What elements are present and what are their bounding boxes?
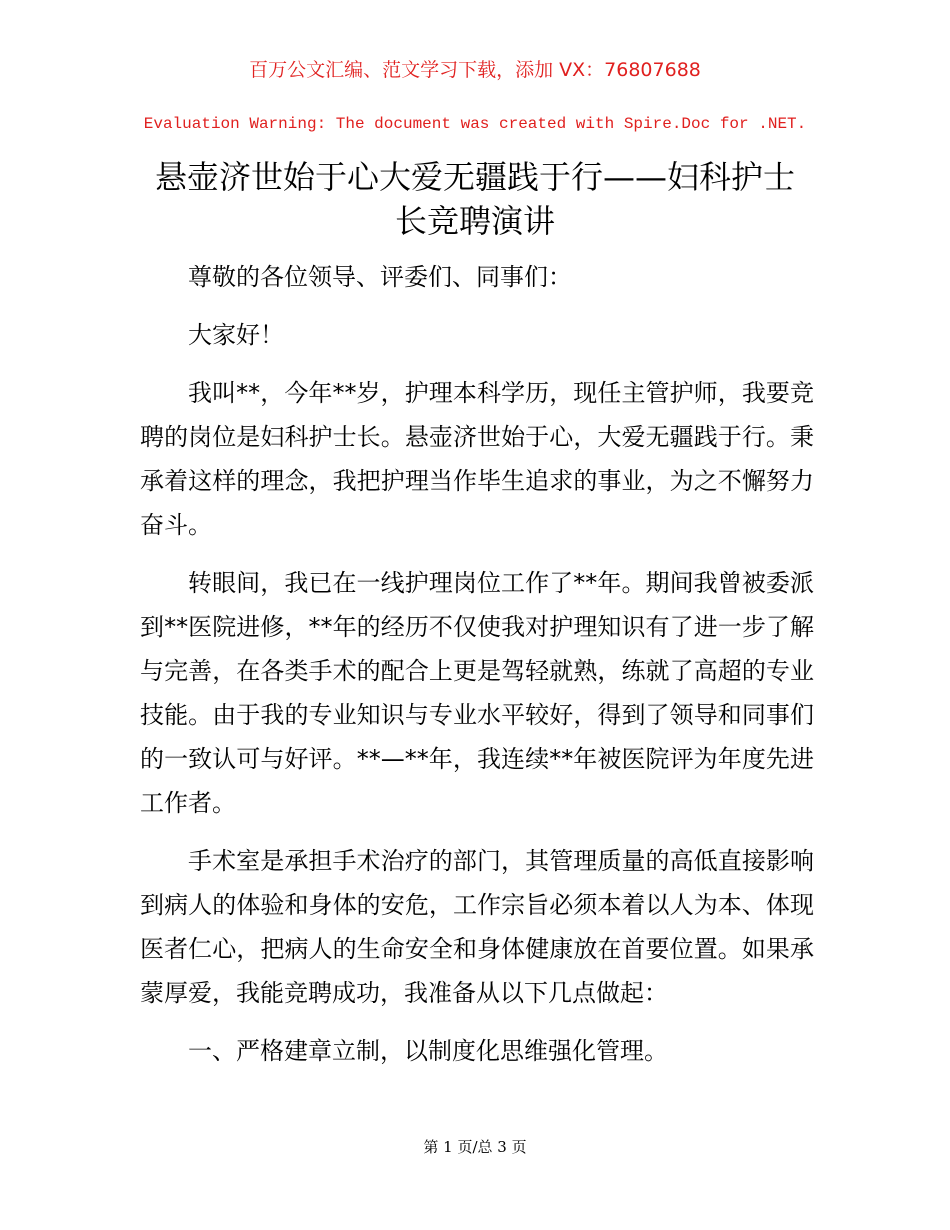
- body-paragraph: 我叫**，今年**岁，护理本科学历，现任主管护师，我要竞聘的岗位是妇科护士长。悬壶济世始于心，大爱无疆践于行。秉承着这样的理念，我把护理当作毕生追求的事业，为之不懈努力奋斗。: [140, 379, 814, 539]
- evaluation-warning: Evaluation Warning: The document was created with Spire.Doc for .NET.: [143, 115, 807, 133]
- header-banner: 百万公文汇编、范文学习下载，添加 VX：76807688: [249, 59, 701, 81]
- salutation-paragraph: 尊敬的各位领导、评委们、同事们：: [188, 263, 572, 291]
- body-paragraph: 转眼间，我已在一线护理岗位工作了**年。期间我曾被委派到**医院进修，**年的经历不仅使我对护理知识有了进一步了解与完善，在各类手术的配合上更是驾轻就熟，练就了高超的专业技能。由于我的专业知识与专业水平较好，得到了领导和同事们的一致认可与好评。**—**年，我连续**年被医院评为年度先进工作者。: [140, 569, 814, 817]
- document-body: [140, 255, 814, 1087]
- greeting-paragraph: 大家好！: [188, 321, 284, 349]
- body-paragraph: 手术室是承担手术治疗的部门，其管理质量的高低直接影响到病人的体验和身体的安危，工作宗旨必须本着以人为本、体现医者仁心，把病人的生命安全和身体健康放在首要位置。如果承蒙厚爱，我能竞聘成功，我准备从以下几点做起：: [140, 847, 814, 1007]
- document-title: 悬壶济世始于心大爱无疆践于行——妇科护士长竞聘演讲: [154, 158, 795, 240]
- page-number-footer: 第 1 页/总 3 页: [423, 1138, 527, 1156]
- section-heading: 一、严格建章立制，以制度化思维强化管理。: [188, 1037, 668, 1065]
